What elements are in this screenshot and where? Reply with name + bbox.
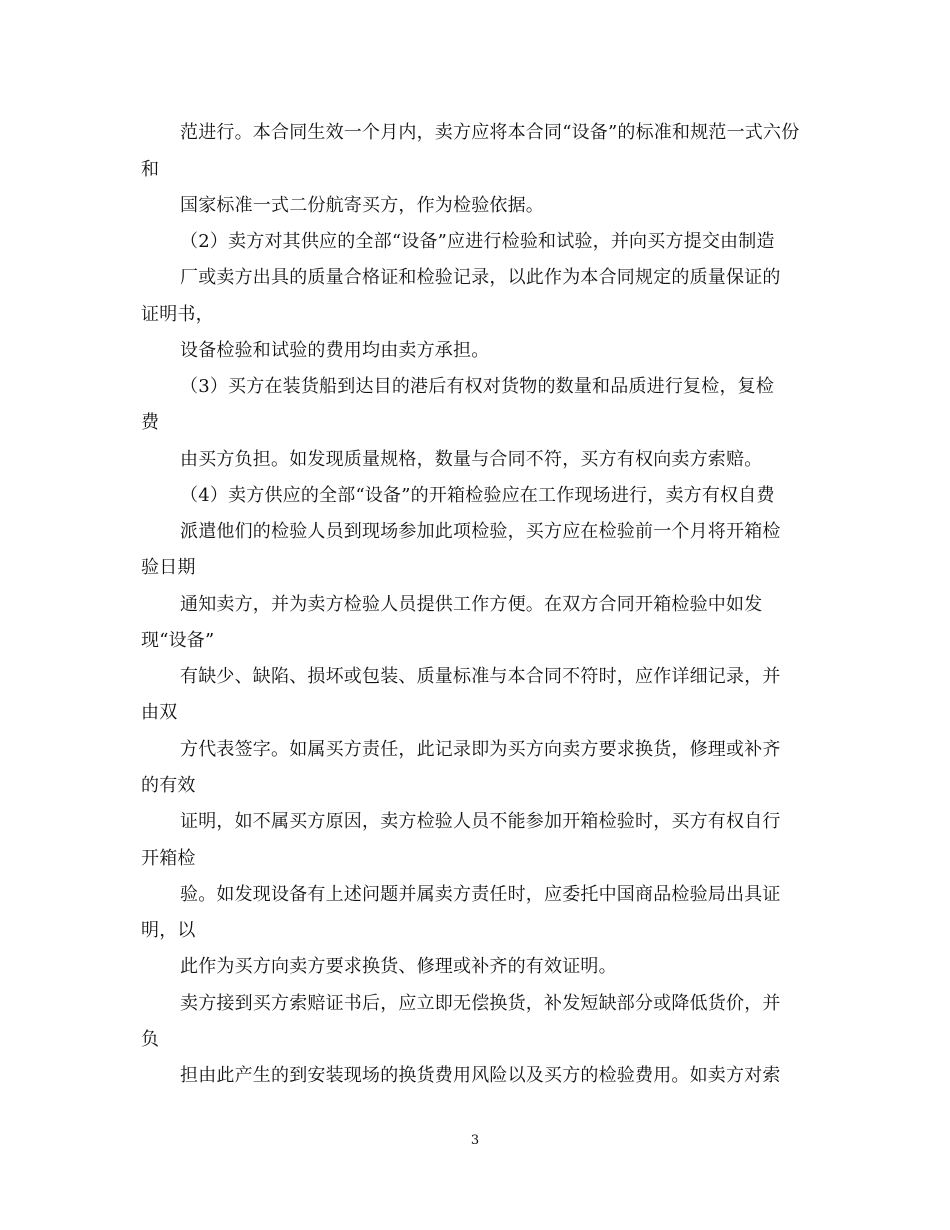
text-line: 明，以: [141, 920, 196, 941]
text-line: 通知卖方，并为卖方检验人员提供工作方便。在双方合同开箱检验中如发: [180, 594, 763, 615]
text-line: 此作为买方向卖方要求换货、修理或补齐的有效证明。: [180, 956, 617, 977]
text-line: 现“设备”: [141, 630, 215, 651]
text-line: 验日期: [141, 557, 196, 578]
text-line: 的有效: [141, 775, 196, 796]
text-line: 卖方接到买方索赔证书后，应立即无偿换货，补发短缺部分或降低货价，并: [180, 993, 781, 1014]
text-line: 由双: [141, 702, 178, 723]
text-line: （4）卖方供应的全部“设备”的开箱检验应在工作现场进行，卖方有权自费: [180, 485, 775, 506]
text-line: 有缺少、缺陷、损坏或包装、质量标准与本合同不符时，应作详细记录，并: [180, 666, 781, 687]
text-line: （3）买方在装货船到达目的港后有权对货物的数量和品质进行复检，复检: [180, 376, 775, 397]
text-line: 证明书，: [141, 304, 214, 325]
text-line: 和: [141, 159, 160, 180]
text-line: 设备检验和试验的费用均由卖方承担。: [180, 340, 490, 361]
text-line: 厂或卖方出具的质量合格证和检验记录，以此作为本合同规定的质量保证的: [180, 267, 781, 288]
text-line: 范进行。本合同生效一个月内，卖方应将本合同“设备”的标准和规范一式六份: [180, 122, 800, 143]
text-line: 国家标准一式二份航寄买方，作为检验依据。: [180, 195, 544, 216]
text-line: 由买方负担。如发现质量规格，数量与合同不符，买方有权向卖方索赔。: [180, 449, 763, 470]
text-line: 开箱检: [141, 848, 196, 869]
text-line: 派遣他们的检验人员到现场参加此项检验，买方应在检验前一个月将开箱检: [180, 521, 781, 542]
text-line: 负: [141, 1029, 160, 1050]
page-number: 3: [470, 1133, 480, 1148]
text-line: （2）卖方对其供应的全部“设备”应进行检验和试验，并向买方提交由制造: [180, 231, 775, 252]
text-line: 验。如发现设备有上述问题并属卖方责任时，应委托中国商品检验局出具证: [180, 884, 781, 905]
text-line: 费: [141, 412, 160, 433]
text-line: 证明，如不属买方原因，卖方检验人员不能参加开箱检验时，买方有权自行: [180, 811, 781, 832]
text-line: 担由此产生的到安装现场的换货费用风险以及买方的检验费用。如卖方对索: [180, 1065, 781, 1086]
text-line: 方代表签字。如属买方责任，此记录即为买方向卖方要求换货，修理或补齐: [180, 739, 781, 760]
